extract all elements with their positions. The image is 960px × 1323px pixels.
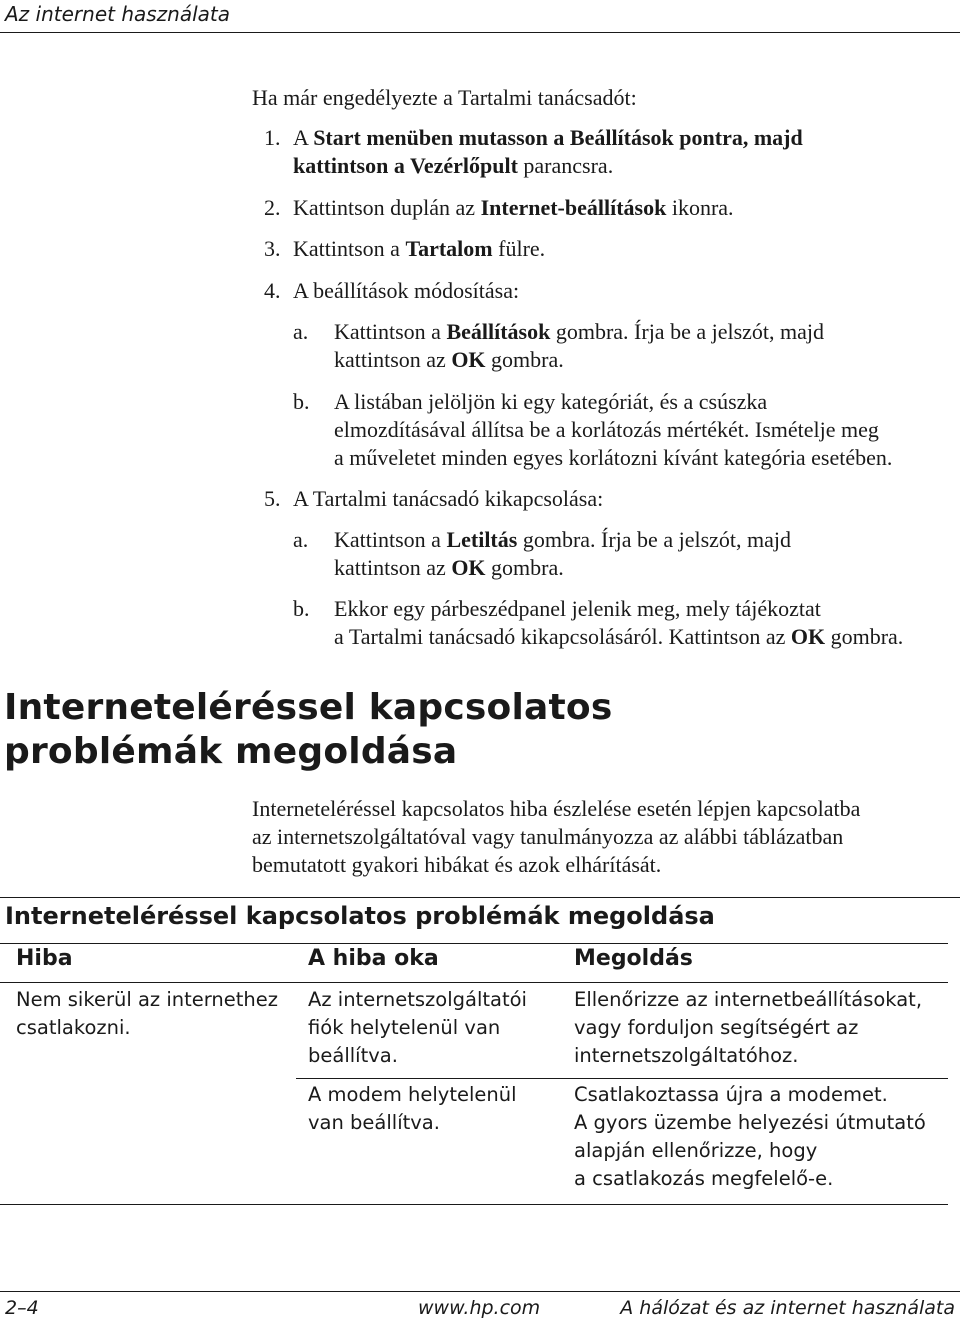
table-top-rule [0, 897, 960, 898]
step-4a-text: Kattintson a Beállítások gombra. Írja be a jelszót, majd kattintson az OK gombra. [334, 319, 825, 372]
step-5-num: 5. [264, 486, 281, 511]
step-1-text: A Start menüben mutasson a Beállítások pontra, majd kattintson a Vezérlőpult parancsra. [293, 125, 803, 178]
table-bottom-rule [0, 1204, 948, 1205]
step-4b-text: A listában jelöljön ki egy kategóriát, és a csúszka elmozdításával állítsa be a korlátozás mértékét. Ismételje meg a műveletet minden egyes korlátozni kívánt kategória esetében. [334, 389, 893, 470]
step-2-text: Kattintson duplán az Internet-beállítások ikonra. [293, 195, 734, 220]
page-number: 2–4 [5, 1297, 39, 1319]
step-3-text: Kattintson a Tartalom fülre. [293, 236, 546, 261]
step-5b-text: Ekkor egy párbeszédpanel jelenik meg, mely tájékoztat a Tartalmi tanácsadó kikapcsolásáról. Kattintson az OK gombra. [334, 596, 904, 649]
step-1: 1. [264, 125, 281, 150]
header-rule [0, 32, 960, 33]
table-cell-problem: Nem sikerül az internethez csatlakozni. [16, 988, 279, 1039]
step-5-text: A Tartalmi tanácsadó kikapcsolása: [293, 486, 604, 511]
step-2-num: 2. [264, 195, 281, 220]
step-4-text: A beállítások módosítása: [293, 278, 520, 303]
footer-url[interactable]: www.hp.com [418, 1297, 541, 1319]
row-divider [296, 1078, 948, 1079]
table-title-rule [0, 943, 948, 944]
footer-rule [0, 1291, 960, 1292]
intro-text: Ha már engedélyezte a Tartalmi tanácsadót: [252, 85, 637, 110]
table-cell-cause-1: Az internetszolgáltatói fiók helytelenül van beállítva. [308, 988, 527, 1067]
header-row-rule [0, 982, 948, 983]
col-header-megoldas: Megoldás [574, 946, 693, 971]
step-5b-letter: b. [293, 596, 310, 621]
table-title: Interneteléréssel kapcsolatos problémák megoldása [5, 902, 715, 930]
section-title: Interneteléréssel kapcsolatos problémák megoldása [4, 687, 613, 772]
running-header: Az internet használata [5, 2, 231, 26]
step-4-num: 4. [264, 278, 281, 303]
step-4a-letter: a. [293, 319, 309, 344]
col-header-hiba: Hiba [16, 946, 73, 971]
step-4b-letter: b. [293, 389, 310, 414]
footer-doc-title: A hálózat és az internet használata [620, 1297, 955, 1319]
step-5a-letter: a. [293, 527, 309, 552]
section-paragraph: Interneteléréssel kapcsolatos hiba észlelése esetén lépjen kapcsolatba az internetszolgáltatóval vagy tanulmányozza az alábbi táblázatban bemutatott gyakori hibákat és azok elhárítását. [252, 796, 861, 877]
col-header-ok: A hiba oka [308, 946, 439, 971]
table-cell-solution-1: Ellenőrizze az internetbeállításokat, vagy forduljon segítségért az internetszolgáltatóhoz. [574, 988, 923, 1067]
table-cell-solution-2: Csatlakoztassa újra a modemet. A gyors üzembe helyezési útmutató alapján ellenőrizze, hogy a csatlakozás megfelelő-e. [574, 1083, 926, 1190]
step-5a-text: Kattintson a Letiltás gombra. Írja be a jelszót, majd kattintson az OK gombra. [334, 527, 792, 580]
step-3-num: 3. [264, 236, 281, 261]
table-cell-cause-2: A modem helytelenül van beállítva. [308, 1083, 517, 1134]
